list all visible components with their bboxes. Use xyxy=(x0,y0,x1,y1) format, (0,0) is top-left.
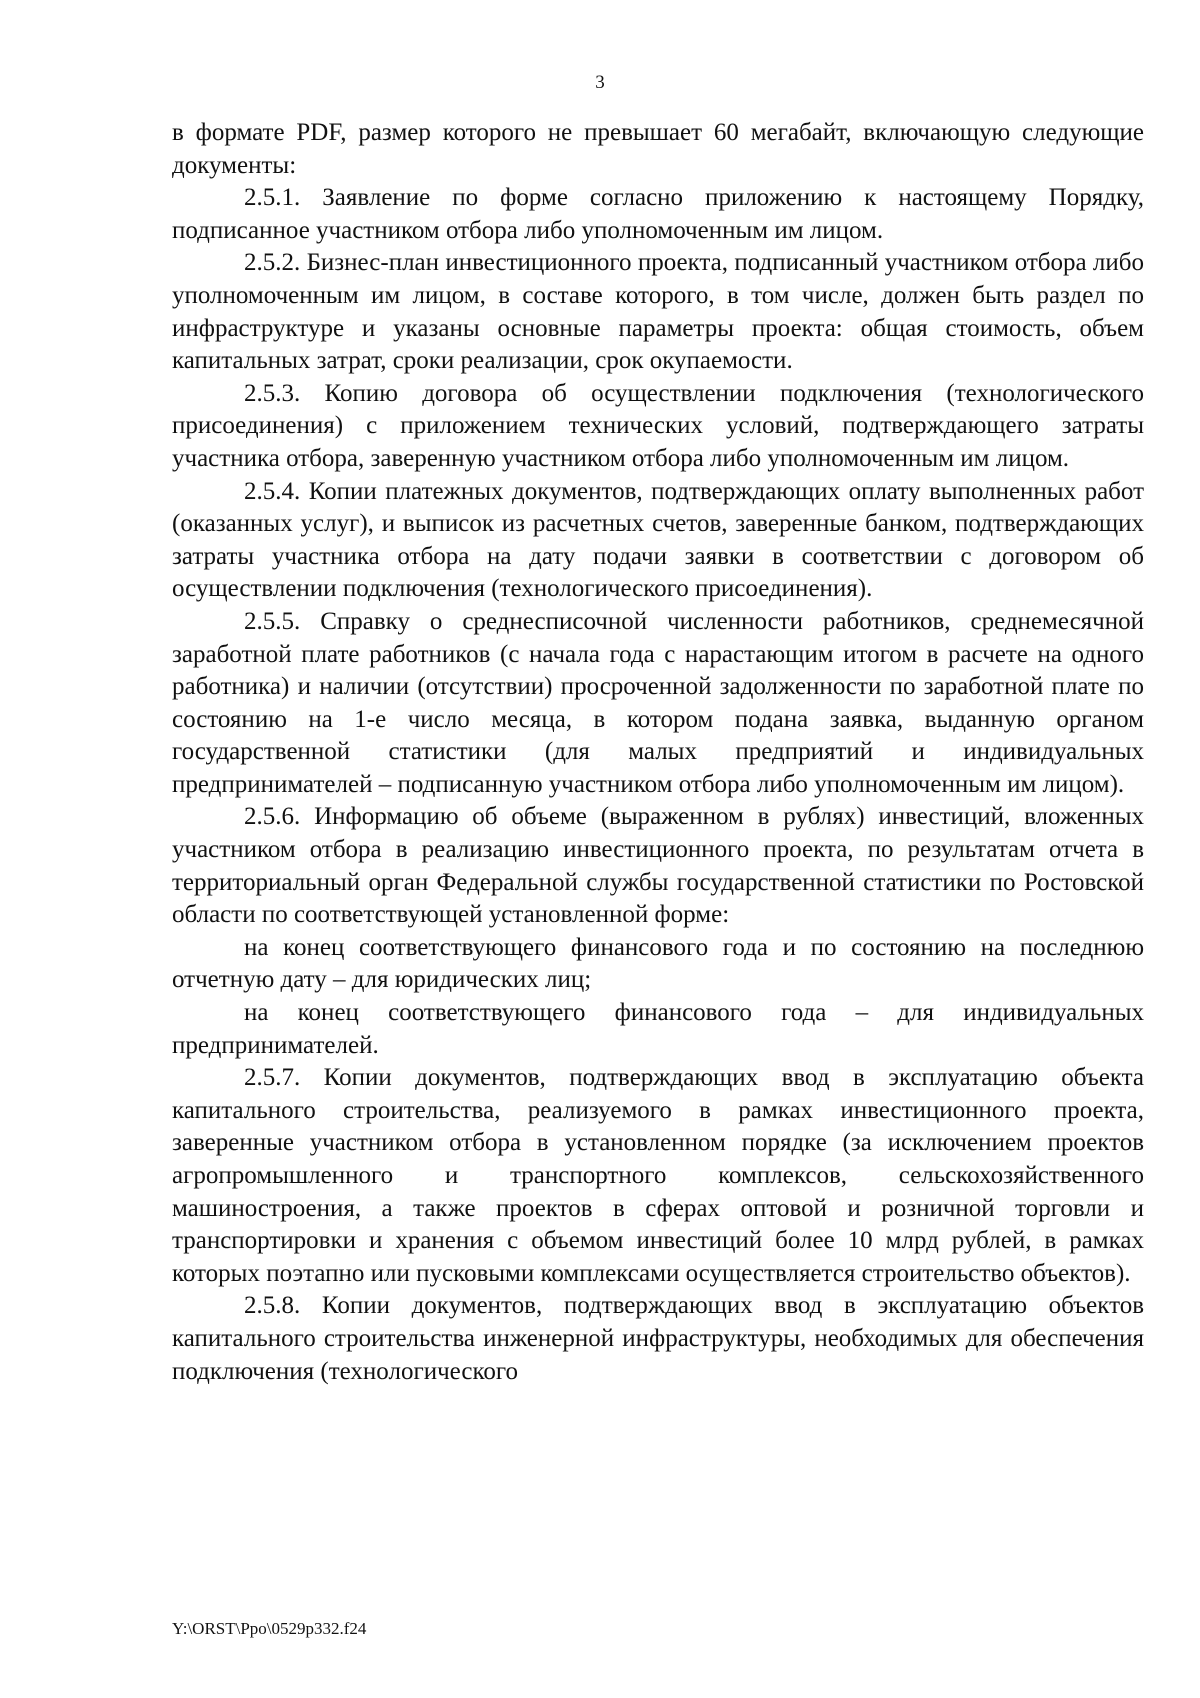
paragraph-2-5-6-entrepreneurs: на конец соответствующего финансового года – для индивидуальных предпринимателей. xyxy=(172,999,1144,1059)
file-path-footer: Y:\ORST\Ppo\0529p332.f24 xyxy=(172,1619,367,1638)
paragraph-2-5-4: 2.5.4. Копии платежных документов, подтверждающих оплату выполненных работ (оказанных услуг), и выписок из расчетных счетов, заверенные банком, подтверждающих затраты участника отбора на дату подачи заявки в соответствии с договором об осуществлении подключения (технологического присоединения). xyxy=(172,477,1144,603)
paragraph-2-5-8: 2.5.8. Копии документов, подтверждающих ввод в эксплуатацию объектов капитального строительства инженерной инфраструктуры, необходимых для обеспечения подключения (технологического xyxy=(172,1292,1144,1385)
document-body xyxy=(172,117,1144,1388)
paragraph-2-5-6: 2.5.6. Информацию об объеме (выраженном в рублях) инвестиций, вложенных участником отбора в реализацию инвестиционного проекта, по результатам отчета в территориальный орган Федеральной службы государственной статистики по Ростовской области по соответствующей установленной форме: xyxy=(172,803,1144,929)
paragraph-2-5-6-legal-entities: на конец соответствующего финансового года и по состоянию на последнюю отчетную дату – для юридических лиц; xyxy=(172,933,1144,994)
paragraph-intro: в формате PDF, размер которого не превышает 60 мегабайт, включающую следующие документы: xyxy=(172,119,1144,179)
paragraph-2-5-5: 2.5.5. Справку о среднесписочной численности работников, среднемесячной заработной плате работников (с начала года с нарастающим итогом в расчете на одного работника) и наличии (отсутствии) просроченной задолженности по заработной плате по состоянию на 1-е число месяца, в котором подана заявка, выданную органом государственной статистики (для малых предприятий и индивидуальных предпринимателей – подписанную участником отбора либо уполномоченным им лицом). xyxy=(172,607,1144,798)
paragraph-2-5-3: 2.5.3. Копию договора об осуществлении подключения (технологического присоединения) с приложением технических условий, подтверждающего затраты участника отбора, заверенную участником отбора либо уполномоченным им лицом. xyxy=(172,379,1144,472)
paragraph-2-5-2: 2.5.2. Бизнес-план инвестиционного проекта, подписанный участником отбора либо уполномоченным им лицом, в составе которого, в том числе, должен быть раздел по инфраструктуре и указаны основные параметры проекта: общая стоимость, объем капитальных затрат, сроки реализации, срок окупаемости. xyxy=(172,249,1144,375)
paragraph-2-5-7: 2.5.7. Копии документов, подтверждающих ввод в эксплуатацию объекта капитального строительства, реализуемого в рамках инвестиционного проекта, заверенные участником отбора в установленном порядке (за исключением проектов агропромышленного и транспортного комплексов, сельскохозяйственного машиностроения, а также проектов в сферах оптовой и розничной торговли и транспортировки и хранения с объемом инвестиций более 10 млрд рублей, в рамках которых поэтапно или пусковыми комплексами осуществляется строительство объектов). xyxy=(172,1064,1144,1287)
paragraph-2-5-1: 2.5.1. Заявление по форме согласно приложению к настоящему Порядку, подписанное участником отбора либо уполномоченным им лицом. xyxy=(172,184,1144,244)
page-number: 3 xyxy=(595,72,605,93)
